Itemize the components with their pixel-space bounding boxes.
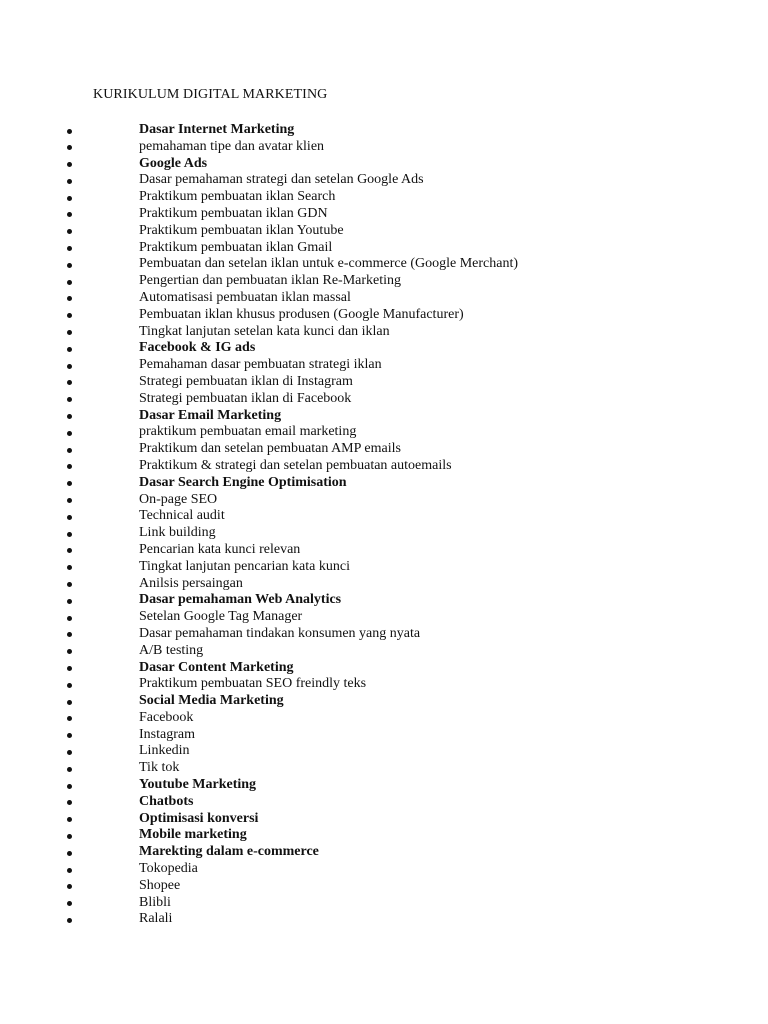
list-item-text: Praktikum pembuatan iklan Gmail (139, 239, 333, 255)
list-item-text: Pemahaman dasar pembuatan strategi iklan (139, 357, 382, 373)
bullet-icon (67, 784, 72, 789)
bullet-icon (67, 229, 72, 234)
bullet-icon (67, 548, 72, 553)
bullet-icon (67, 532, 72, 537)
bullet-icon (67, 196, 72, 201)
list-item-text: Marekting dalam e-commerce (139, 844, 319, 860)
list-item-text: Praktikum pembuatan iklan Youtube (139, 222, 344, 238)
bullet-icon (67, 884, 72, 889)
list-item-text: Mobile marketing (139, 827, 247, 843)
list-item-text: Linkedin (139, 743, 190, 759)
bullet-icon (67, 481, 72, 486)
list-item-text: Youtube Marketing (139, 777, 257, 793)
bullet-icon (67, 364, 72, 369)
bullet-icon (67, 565, 72, 570)
bullet-icon (67, 280, 72, 285)
list-item-text: Pengertian dan pembuatan iklan Re-Marketing (139, 273, 402, 289)
list-item-text: Chatbots (139, 793, 194, 809)
list-item-text: Dasar Internet Marketing (139, 122, 295, 137)
bullet-icon (67, 700, 72, 705)
bullet-icon (67, 212, 72, 217)
list-item-text: Dasar Search Engine Optimisation (139, 474, 347, 490)
list-item-text: Facebook & IG ads (139, 340, 256, 356)
bullet-icon (67, 599, 72, 604)
list-item-text: Link building (139, 525, 216, 541)
list-item-text: Tingkat lanjutan pencarian kata kunci (139, 558, 350, 574)
bullet-icon (67, 901, 72, 906)
bullet-icon (67, 263, 72, 268)
list-item-text: Praktikum pembuatan SEO freindly teks (139, 676, 367, 692)
bullet-icon (67, 666, 72, 671)
bullet-icon (67, 851, 72, 856)
bullet-icon (67, 129, 72, 134)
list-item-text: Setelan Google Tag Manager (139, 609, 303, 625)
list-item-text: Praktikum pembuatan iklan GDN (139, 205, 328, 221)
bullet-icon (67, 834, 72, 839)
list-item-text: Tingkat lanjutan setelan kata kunci dan iklan (139, 323, 390, 339)
list-item-text: Strategi pembuatan iklan di Instagram (139, 373, 353, 389)
bullet-icon (67, 716, 72, 721)
bullet-icon (67, 800, 72, 805)
bullet-icon (67, 145, 72, 150)
list-item-text: Shopee (139, 877, 181, 893)
bullet-icon (67, 347, 72, 352)
bullet-icon (67, 431, 72, 436)
bullet-icon (67, 515, 72, 520)
bullet-icon (67, 918, 72, 923)
list-item-text: Anilsis persaingan (139, 575, 243, 591)
list-item-text: Technical audit (139, 508, 225, 524)
list-item-text: Blibli (139, 894, 171, 910)
document-title: KURIKULUM DIGITAL MARKETING (93, 87, 328, 102)
list-item-text: Dasar pemahaman tindakan konsumen yang nyata (139, 625, 421, 641)
bullet-icon (67, 582, 72, 587)
bullet-icon (67, 868, 72, 873)
bullet-icon (67, 649, 72, 654)
list-item-text: Dasar pemahaman Web Analytics (139, 592, 342, 608)
list-item-text: Dasar Content Marketing (139, 659, 294, 675)
list-item-text: Dasar pemahaman strategi dan setelan Google Ads (139, 172, 424, 188)
list-item-text: Optimisasi konversi (139, 810, 259, 826)
list-item-text: Ralali (139, 911, 173, 927)
list-item-text: praktikum pembuatan email marketing (139, 424, 357, 440)
list-item-text: On-page SEO (139, 491, 218, 507)
list-item-text: Praktikum & strategi dan setelan pembuatan autoemails (139, 457, 452, 473)
list-item-text: Dasar Email Marketing (139, 407, 282, 423)
bullet-icon (67, 296, 72, 301)
bullet-icon (67, 733, 72, 738)
bullet-icon (67, 313, 72, 318)
list-item-text: Facebook (139, 709, 194, 725)
bullet-icon (67, 330, 72, 335)
list-item-text: Praktikum pembuatan iklan Search (139, 189, 336, 205)
bullet-icon (67, 246, 72, 251)
list-item-text: Automatisasi pembuatan iklan massal (139, 289, 351, 305)
list-item-text: Praktikum dan setelan pembuatan AMP emails (139, 441, 401, 457)
list-item-text: pemahaman tipe dan avatar klien (139, 138, 325, 154)
bullet-icon (67, 380, 72, 385)
bullet-icon (67, 498, 72, 503)
bullet-icon (67, 767, 72, 772)
list-item-text: Tik tok (139, 760, 180, 776)
bullet-icon (67, 464, 72, 469)
list-item-text: Tokopedia (139, 861, 198, 877)
bullet-icon (67, 179, 72, 184)
list-item-text: Pencarian kata kunci relevan (139, 541, 301, 557)
bullet-icon (67, 683, 72, 688)
bullet-icon (67, 397, 72, 402)
bullet-icon (67, 414, 72, 419)
bullet-icon (67, 448, 72, 453)
list-item-text: Google Ads (139, 155, 208, 171)
list-item-text: Pembuatan iklan khusus produsen (Google Manufacturer) (139, 306, 464, 322)
list-item-text: A/B testing (139, 642, 204, 658)
bullet-icon (67, 616, 72, 621)
bullet-icon (67, 750, 72, 755)
bullet-icon (67, 162, 72, 167)
list-item-text: Instagram (139, 726, 195, 742)
bullet-icon (67, 817, 72, 822)
list-item-text: Social Media Marketing (139, 693, 284, 709)
list-item-text: Strategi pembuatan iklan di Facebook (139, 390, 352, 406)
bullet-icon (67, 632, 72, 637)
list-item-text: Pembuatan dan setelan iklan untuk e-commerce (Google Merchant) (139, 256, 519, 272)
